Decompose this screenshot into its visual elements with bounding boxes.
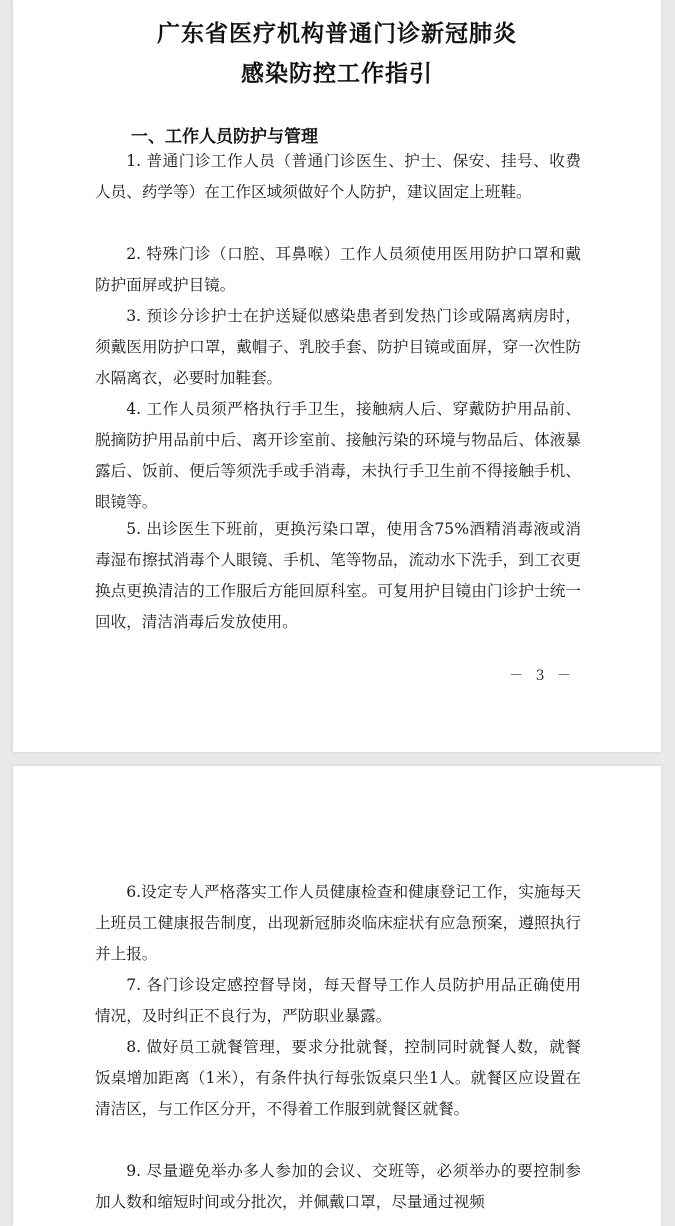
paragraph-item-9: 9. 尽量避免举办多人参加的会议、交班等，必须举办的要控制参加人数和缩短时间或分批次，并佩戴口罩，尽量通过视频 <box>95 1162 581 1211</box>
paragraph-item-4: 4. 工作人员须严格执行手卫生，接触病人后、穿戴防护用品前、脱摘防护用品前中后、离开诊室前、接触污染的环境与物品后、体液暴露后、饭前、便后等须洗手或手消毒，未执行手卫生前不得接触手机、眼镜等。 <box>95 400 581 511</box>
document-page-4 <box>13 766 661 1226</box>
paragraph-item-5: 5. 出诊医生下班前，更换污染口罩，使用含75%酒精消毒液或消毒湿布擦拭消毒个人眼镜、手机、笔等物品，流动水下洗手，到工衣更换点更换清洁的工作服后方能回原科室。可复用护目镜由门诊护士统一回收，清洁消毒后发放使用。 <box>95 520 581 631</box>
page-number: － 3 － <box>509 668 575 684</box>
section-heading: 一、工作人员防护与管理 <box>131 127 318 147</box>
document-title-line-1: 广东省医疗机构普通门诊新冠肺炎 <box>157 21 517 47</box>
document-page-3 <box>13 0 661 752</box>
paragraph-item-8: 8. 做好员工就餐管理，要求分批就餐，控制同时就餐人数，就餐饭桌增加距离（1米），有条件执行每张饭桌只坐1人。就餐区应设置在清洁区，与工作区分开，不得着工作服到就餐区就餐。 <box>95 1038 581 1118</box>
document-title-line-2: 感染防控工作指引 <box>241 61 433 87</box>
paragraph-item-2: 2. 特殊门诊（口腔、耳鼻喉）工作人员须使用医用防护口罩和戴防护面屏或护目镜。 <box>95 245 581 294</box>
paragraph-item-7: 7. 各门诊设定感控督导岗，每天督导工作人员防护用品正确使用情况，及时纠正不良行为，严防职业暴露。 <box>95 976 581 1025</box>
paragraph-item-6: 6.设定专人严格落实工作人员健康检查和健康登记工作，实施每天上班员工健康报告制度，出现新冠肺炎临床症状有应急预案，遵照执行并上报。 <box>95 883 581 963</box>
paragraph-item-1: 1. 普通门诊工作人员（普通门诊医生、护士、保安、挂号、收费人员、药学等）在工作区域须做好个人防护，建议固定上班鞋。 <box>95 152 581 201</box>
paragraph-item-3: 3. 预诊分诊护士在护送疑似感染患者到发热门诊或隔离病房时，须戴医用防护口罩，戴帽子、乳胶手套、防护目镜或面屏，穿一次性防水隔离衣，必要时加鞋套。 <box>95 307 581 387</box>
